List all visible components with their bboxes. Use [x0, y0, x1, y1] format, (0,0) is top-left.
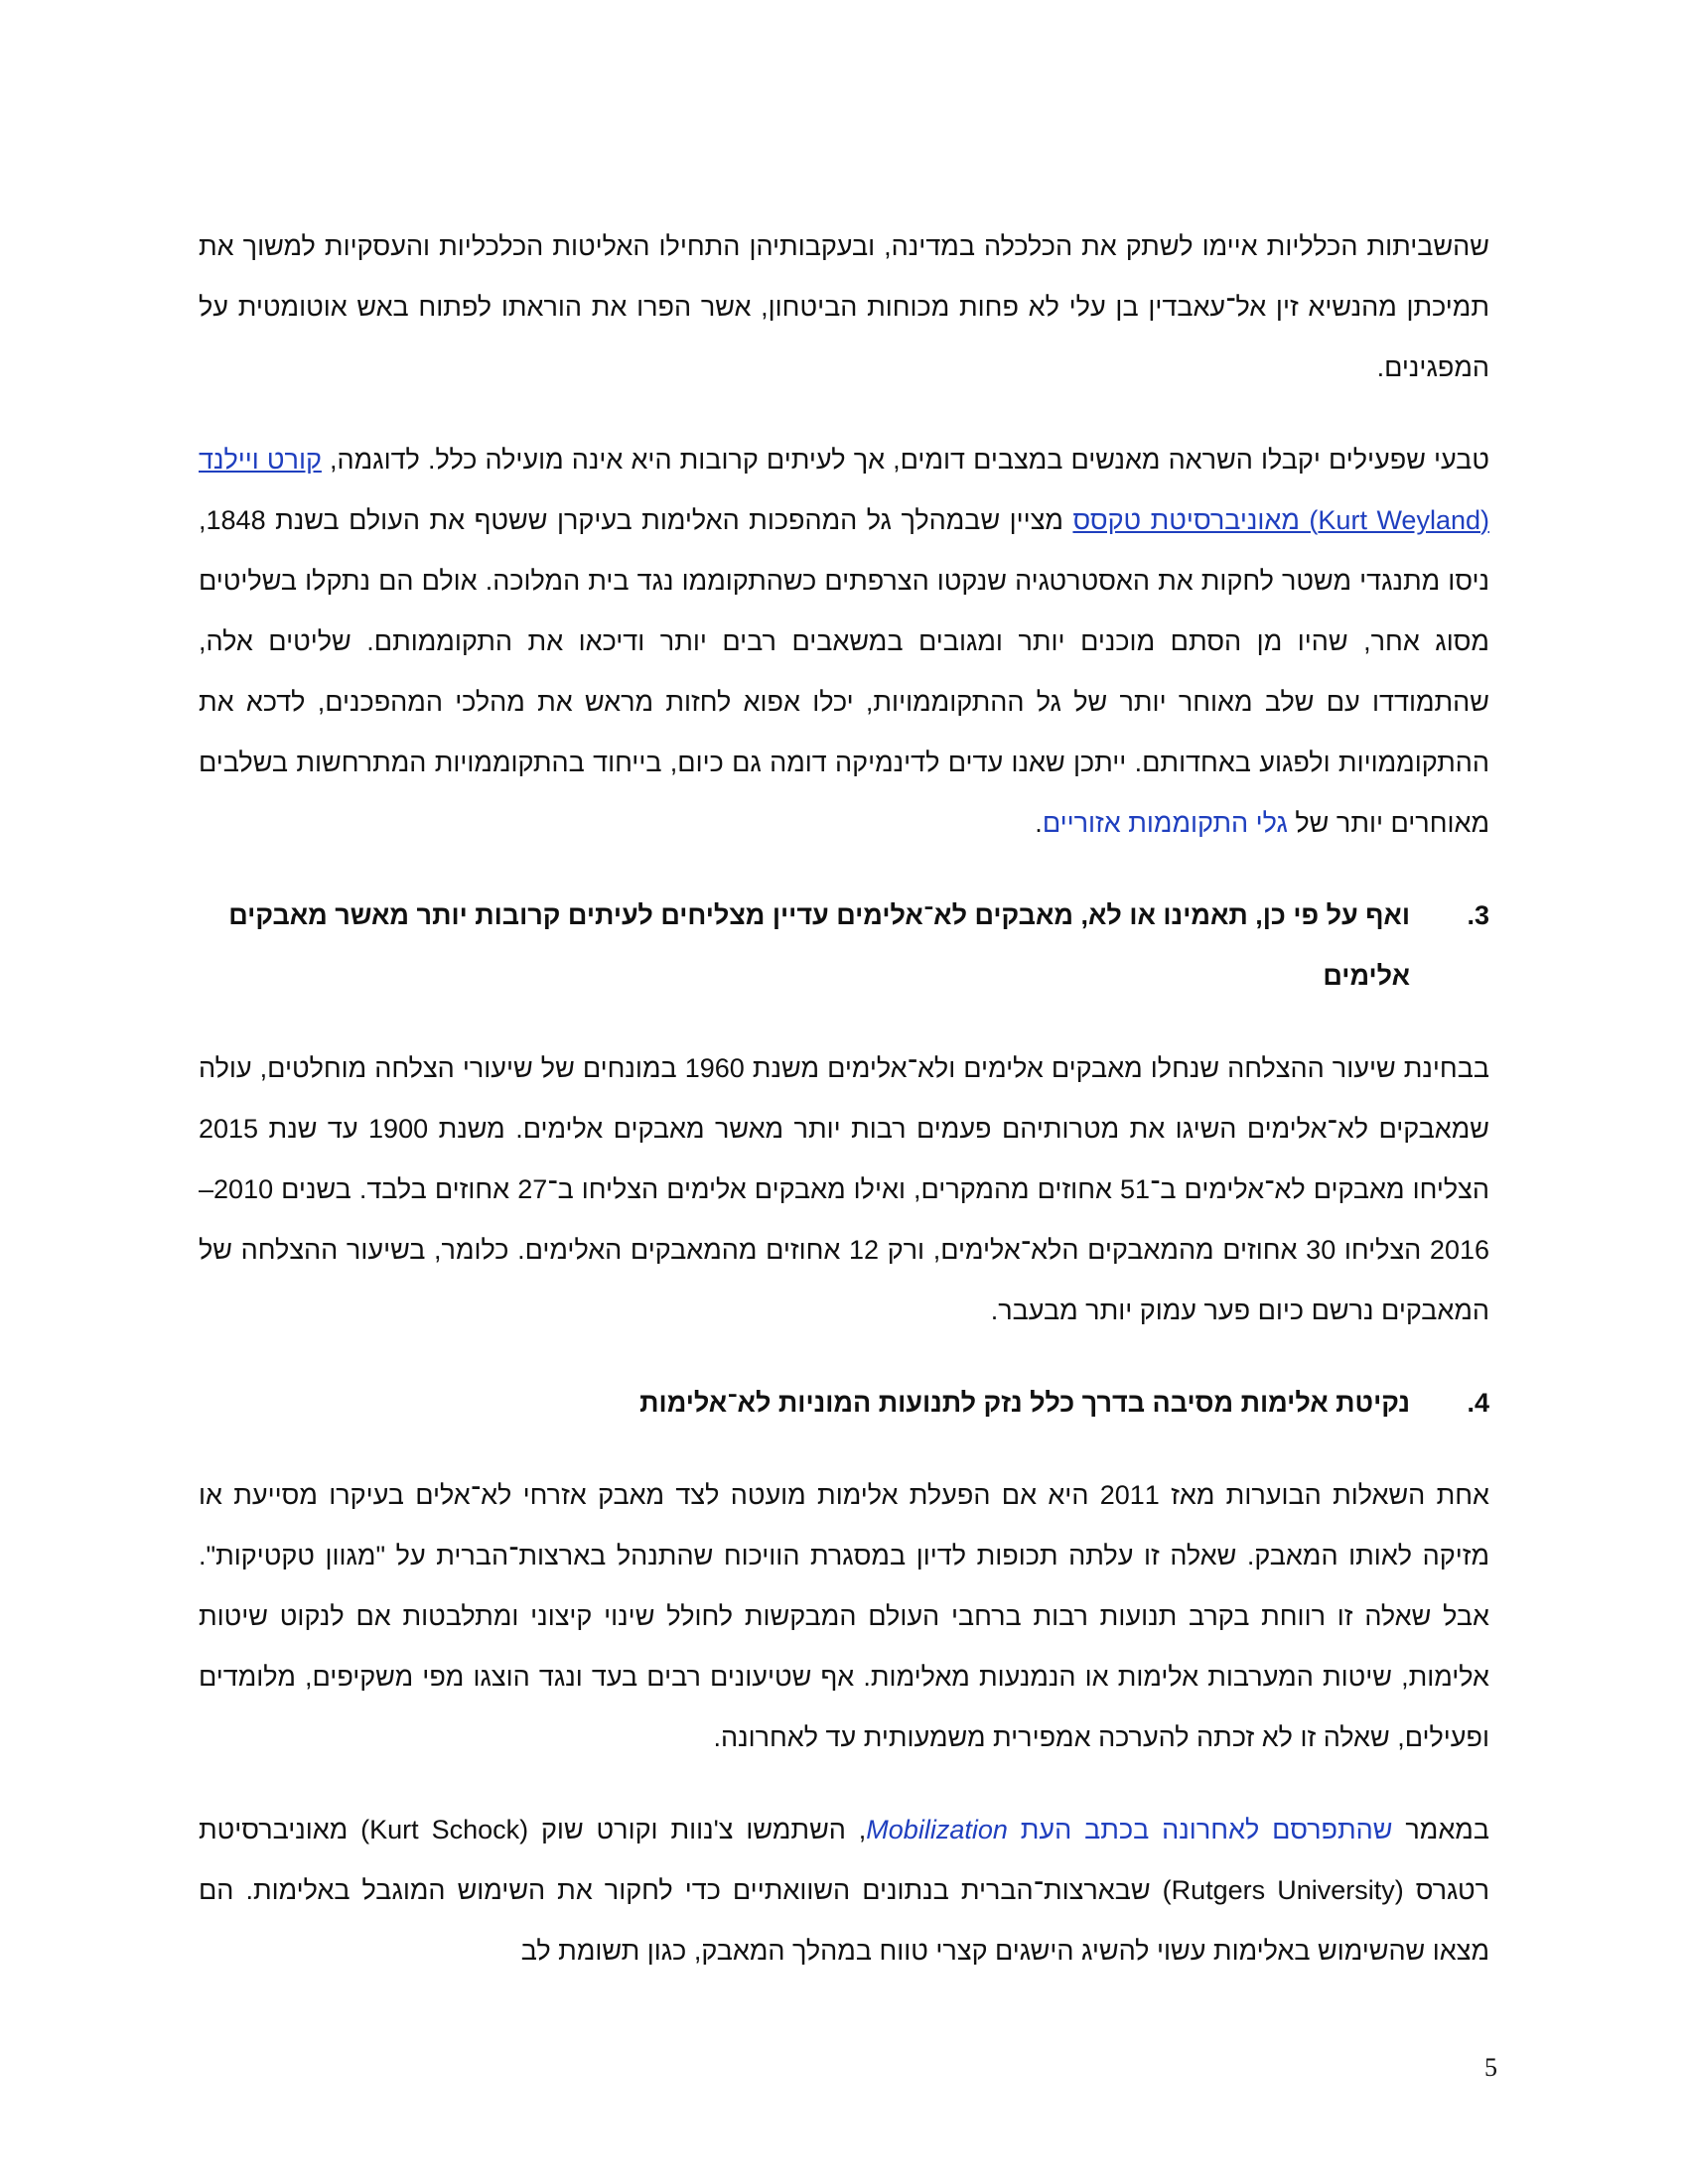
document-body — [199, 216, 1489, 1981]
section-heading-3 — [199, 886, 1489, 1007]
paragraph-general-strikes: שהשביתות הכלליות איימו לשתק את הכלכלה במדינה, ובעקבותיהן התחילו האליטות הכלכליות והעסקיות למשוך את תמיכתן מהנשיא זין אל־עאבדין בן עלי לא פחות מכוחות הביטחון, אשר הפרו את הוראתו לפתוח באש אוטומטית על המפגינים. — [199, 231, 1489, 382]
page-number: 5 — [1484, 2053, 1497, 2082]
section-title-4: נקיטת אלימות מסיבה בדרך כלל נזק לתנועות המוניות לא־אלימות — [639, 1388, 1410, 1418]
paragraph-spacer — [199, 1007, 1489, 1038]
paragraph-weyland-text-end: . — [1035, 808, 1043, 838]
regional-waves-link[interactable]: גלי התקוממות אזוריים — [1042, 808, 1288, 838]
weyland-link[interactable]: קורט ויילנד (Kurt Weyland) מאוניברסיטת טקסס — [199, 445, 1489, 535]
paragraph-weyland — [199, 430, 1489, 854]
section-number-4: 4. — [1467, 1388, 1489, 1418]
paragraph-spacer — [199, 854, 1489, 886]
section-heading-4 — [199, 1373, 1489, 1433]
paragraph-spacer — [199, 1768, 1489, 1800]
article-link[interactable]: שהתפרסם לאחרונה בכתב העת — [1020, 1815, 1393, 1844]
paragraph-success-rates: בבחינת שיעור ההצלחה שנחלו מאבקים אלימים ולא־אלימים משנת 1960 במונחים של שיעורי הצלחה מוחלטים, עולה שמאבקים לא־אלימים השיגו את מטרותיהם פעמים רבות יותר מאשר מאבקים אלימים. משנת 1900 עד שנת 2015 הצליחו מאבקים לא־אלימים ב־51 אחוזים מהמקרים, ואילו מאבקים אלימים הצליחו ב־27 אחוזים בלבד. בשנים 2010–2016 הצליחו 30 אחוזים מהמאבקים הלא־אלימים, ורק 12 אחוזים מהמאבקים האלימים. כלומר, בשיעור ההצלחה של המאבקים נרשם כיום פער עמוק יותר מבעבר. — [199, 1053, 1489, 1325]
section-title-3: ואף על פי כן, תאמינו או לא, מאבקים לא־אלימים עדיין מצליחים לעיתים קרובות יותר מאשר מאבקים אלימים — [228, 900, 1410, 991]
paragraph-article-text-after: , השתמשו צ'נוות וקורט שוק (Kurt Schock) מאוניברסיטת רטגרס (Rutgers University) שבארצות־הברית בנתונים השוואתיים כדי לחקור את השימוש המוגבל באלימות. הם מצאו שהשימוש באלימות עשוי להשיג הישגים קצרי טווח במהלך המאבק, כגון תשומת לב — [199, 1815, 1489, 1966]
paragraph-spacer — [199, 1341, 1489, 1373]
paragraph-mobilization-article — [199, 1800, 1489, 1981]
section-number-3: 3. — [1467, 900, 1489, 930]
journal-link[interactable]: Mobilization — [866, 1815, 1008, 1844]
paragraph-article-text-before: במאמר — [1392, 1815, 1490, 1844]
paragraph-burning-question: אחת השאלות הבוערות מאז 2011 היא אם הפעלת אלימות מועטה לצד מאבק אזרחי לא־אלים בעיקרו מסייעת או מזיקה לאותו המאבק. שאלה זו עלתה תכופות לדיון במסגרת הוויכוח שהתנהל בארצות־הברית על "מגוון טקטיקות". אבל שאלה זו רווחת בקרב תנועות רבות ברחבי העולם המבקשות לחולל שינוי קיצוני ומתלבטות אם לנקוט שיטות אלימות, שיטות המערבות אלימות או הנמנעות מאלימות. אף שטיעונים רבים בעד ונגד הוצגו מפי משקיפים, מלומדים ופעילים, שאלה זו לא זכתה להערכה אמפירית משמעותית עד לאחרונה. — [199, 1480, 1489, 1752]
paragraph-weyland-text-before: טבעי שפעילים יקבלו השראה מאנשים במצבים דומים, אך לעיתים קרובות היא אינה מועילה כלל. לדוגמה, — [321, 445, 1489, 475]
paragraph-weyland-text-middle: מציין שבמהלך גל המהפכות האלימות בעיקרן ששטף את העולם בשנת 1848, ניסו מתנגדי משטר לחקות את האסטרטגיה שנקטו הצרפתים כשהתקוממו נגד בית המלוכה. אולם הם נתקלו בשליטים מסוג אחר, שהיו מן הסתם מוכנים יותר ומגובים במשאבים רבים יותר ודיכאו את התקוממותם. שליטים אלה, שהתמודדו עם שלב מאוחר יותר של גל ההתקוממויות, יכלו אפוא לחזות מראש את מהלכי המהפכנים, לדכא את ההתקוממויות ולפגוע באחדותם. ייתכן שאנו עדים לדינמיקה דומה גם כיום, בייחוד בהתקוממויות המתרחשות בשלבים מאוחרים יותר של — [199, 505, 1489, 838]
paragraph-spacer — [199, 398, 1489, 430]
paragraph-spacer — [199, 1433, 1489, 1465]
